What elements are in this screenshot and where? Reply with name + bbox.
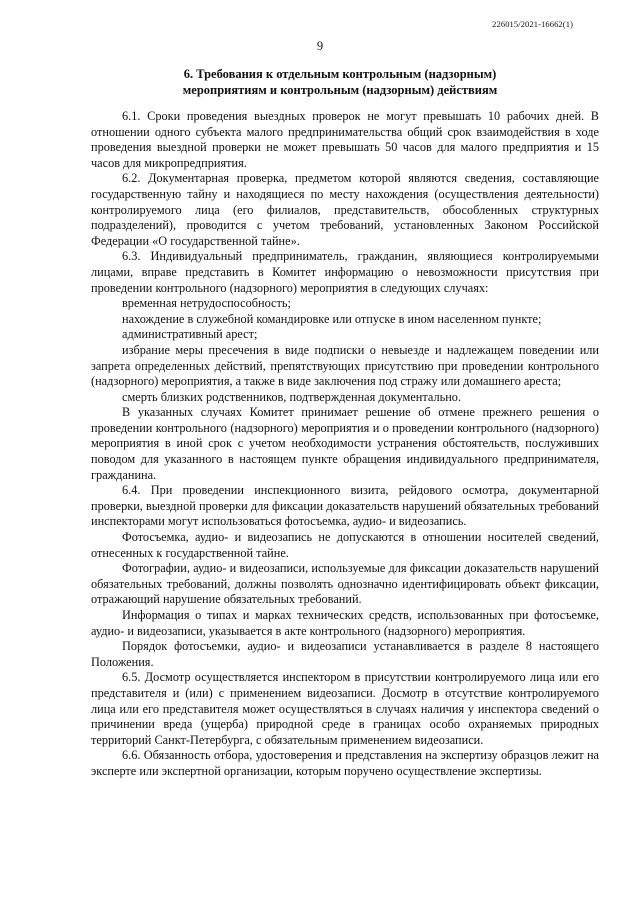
document-number: 226015/2021-16662(1) <box>492 19 573 29</box>
paragraph: Информация о типах и марках технических средств, использованных при фотосъемке, аудио- и видеозаписи, указывается в акте контрольного (надзорного) мероприятия. <box>91 608 599 638</box>
paragraph-6-5: 6.5. Досмотр осуществляется инспектором в присутствии контролируемого лица или его представителя и (или) с применением видеозаписи. Досмотр в отсутствие контролируемого лица или его представителя может осуществляться в случаях наличия у инспектора сведений о причинении вреда (ущерба) природной среде в границах особо охраняемых природных территорий Санкт-Петербурга, с обязательным применением видеозаписи. <box>91 670 599 747</box>
paragraph: Порядок фотосъемки, аудио- и видеозаписи устанавливается в разделе 8 настоящего Положения. <box>91 639 599 669</box>
paragraph: В указанных случаях Комитет принимает решение об отмене прежнего решения о проведении контрольного (надзорного) мероприятия и о проведении контрольного (надзорного) мероприятия в иной срок с учетом необходимости устранения обстоятельств, послуживших поводом для указанного в настоящем пункте обращения индивидуального предпринимателя, гражданина. <box>91 405 599 482</box>
list-item: административный арест; <box>122 327 258 342</box>
paragraph: Фотографии, аудио- и видеозаписи, используемые для фиксации доказательств нарушений обязательных требований, должны позволять однозначно идентифицировать объект фиксации, отражающий нарушение обязательных требований. <box>91 561 599 607</box>
page-number: 9 <box>316 39 324 53</box>
list-item: нахождение в служебной командировке или отпуске в ином населенном пункте; <box>122 311 542 326</box>
document-body <box>91 109 599 780</box>
paragraph-6-4: 6.4. При проведении инспекционного визита, рейдового осмотра, документарной проверки, выездной проверки для фиксации доказательств нарушений обязательных требований инспекторами могут использоваться фотосъемка, аудио- и видеозапись. <box>91 483 599 529</box>
list-item: смерть близких родственников, подтвержденная документально. <box>122 389 462 404</box>
list-item: избрание меры пресечения в виде подписки о невыезде и надлежащем поведении или запрета определенных действий, препятствующих присутствию при проведении контрольного (надзорного) мероприятия, а также в виде заключения под стражу или домашнего ареста; <box>91 342 599 389</box>
paragraph: Фотосъемка, аудио- и видеозапись не допускаются в отношении носителей сведений, отнесенных к государственной тайне. <box>91 530 599 560</box>
paragraph-6-3: 6.3. Индивидуальный предприниматель, гражданин, являющиеся контролируемыми лицами, вправе представить в Комитет информацию о невозможности присутствия при проведении контрольного (надзорного) мероприятия в следующих случаях: <box>91 249 599 295</box>
section-heading-line-1: 6. Требования к отдельным контрольным (надзорным) <box>183 67 497 81</box>
paragraph-6-2: 6.2. Документарная проверка, предметом которой являются сведения, составляющие государственную тайну и находящиеся по месту нахождения (осуществления деятельности) контролируемого лица (его филиалов, представительств, обособленных структурных подразделений), проводится с учетом требований, установленных Законом Российской Федерации «О государственной тайне». <box>91 171 599 248</box>
paragraph-6-1: 6.1. Сроки проведения выездных проверок не могут превышать 10 рабочих дней. В отношении одного субъекта малого предпринимательства общий срок взаимодействия в ходе проведения выездной проверки не может превышать 50 часов для малого предприятия и 15 часов для микропредприятия. <box>91 109 599 170</box>
section-heading <box>90 66 590 98</box>
paragraph-6-6: 6.6. Обязанность отбора, удостоверения и представления на экспертизу образцов лежит на эксперте или экспертной организации, которым поручено осуществление экспертизы. <box>91 748 599 778</box>
list-item: временная нетрудоспособность; <box>122 296 291 311</box>
section-heading-line-2: мероприятиям и контрольным (надзорным) действиям <box>182 83 498 97</box>
